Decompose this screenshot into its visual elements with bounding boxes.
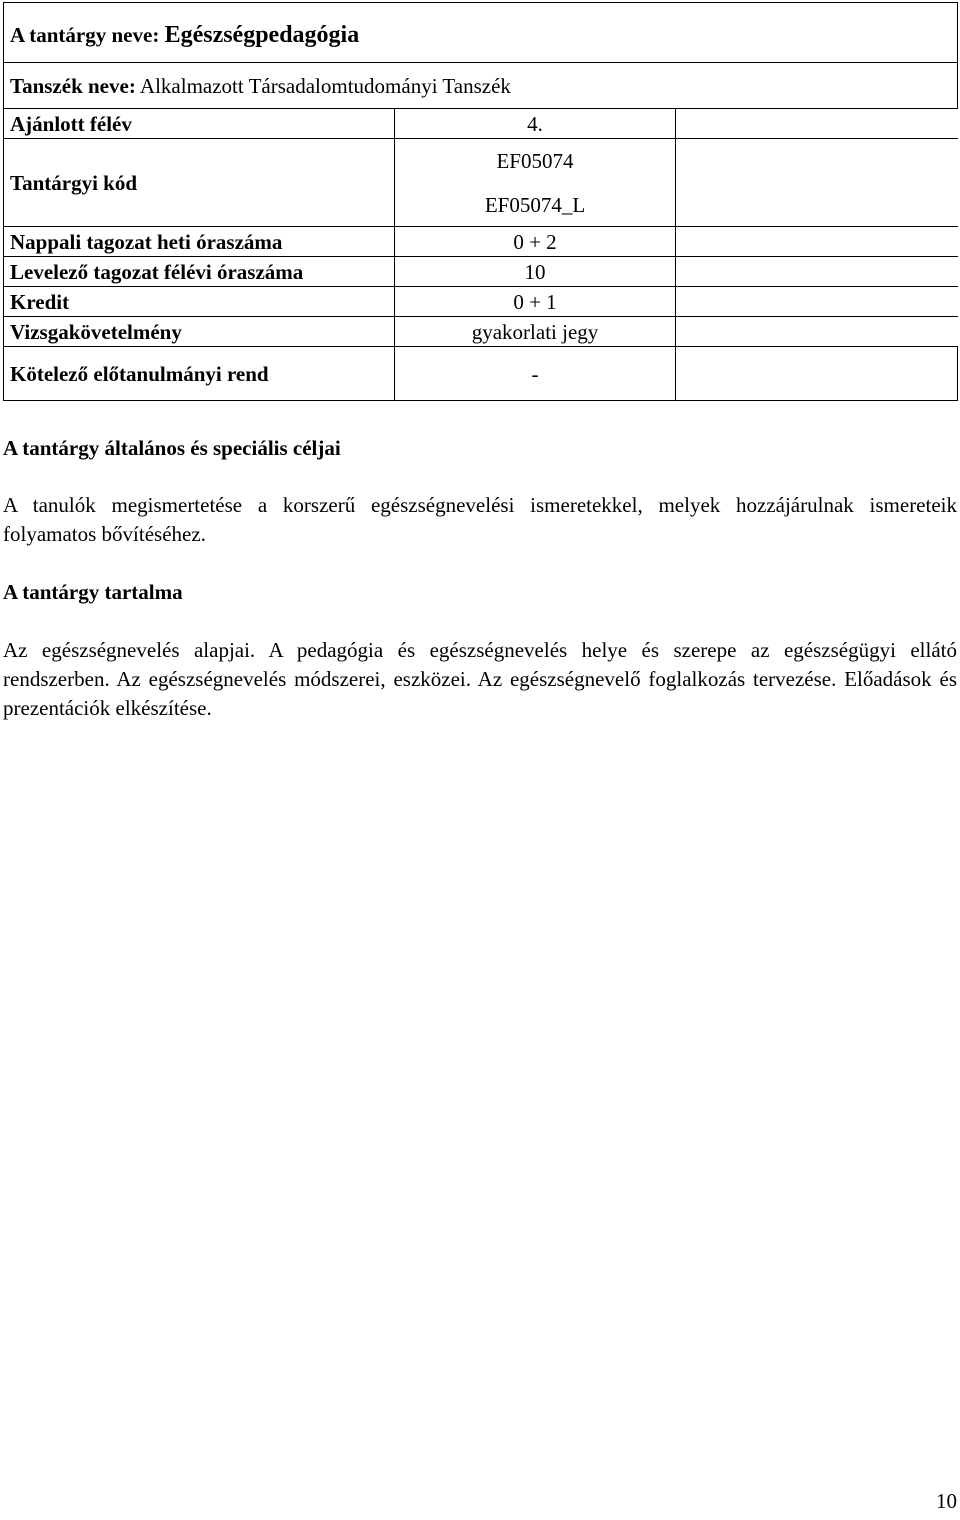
course-info-table [3,2,958,401]
semester-row [4,109,958,139]
course-code-fulltime: EF05074 [496,148,574,173]
prerequisite-row [4,347,958,401]
exam-row [4,317,958,347]
course-code-label: Tantárgyi kód [4,139,395,227]
course-code-row [4,139,958,227]
exam-value: gyakorlati jegy [395,317,676,347]
department-row [4,63,958,109]
exam-label: Vizsgakövetelmény [4,317,395,347]
prerequisite-label: Kötelező előtanulmányi rend [4,347,395,401]
course-name-value: Egészségpedagógia [164,21,360,48]
correspondence-hours-value: 10 [395,257,676,287]
prerequisite-value: - [395,347,676,401]
course-code-values [395,139,676,227]
department-value: Alkalmazott Társadalomtudományi Tanszék [139,73,511,98]
page-number: 10 [936,1489,957,1513]
goals-heading: A tantárgy általános és speciális céljai [3,436,341,460]
course-name-label: A tantárgy neve: [10,22,160,47]
semester-value: 4. [395,109,676,139]
credit-row [4,287,958,317]
course-code-correspondence: EF05074_L [484,192,586,217]
correspondence-hours-label: Levelező tagozat félévi óraszáma [4,257,395,287]
fulltime-hours-value: 0 + 2 [395,227,676,257]
course-name-row [4,3,958,63]
goals-paragraph: A tanulók megismertetése a korszerű egészségnevelési ismeretekkel, melyek hozzájárulnak ismereteik folyamatos bővítéséhez. [3,493,957,546]
department-label: Tanszék neve: [10,73,136,98]
correspondence-hours-row [4,257,958,287]
credit-label: Kredit [4,287,395,317]
content-paragraph: Az egészségnevelés alapjai. A pedagógia és egészségnevelés helye és szerepe az egészségügyi ellátó rendszerben. Az egészségnevelés módszerei, eszközei. Az egészségnevelő foglalkozás tervezése. Előadások és prezentációk elkészítése. [3,638,957,720]
fulltime-hours-label: Nappali tagozat heti óraszáma [4,227,395,257]
content-heading: A tantárgy tartalma [3,580,183,604]
semester-label: Ajánlott félév [4,109,395,139]
fulltime-hours-row [4,227,958,257]
credit-value: 0 + 1 [395,287,676,317]
